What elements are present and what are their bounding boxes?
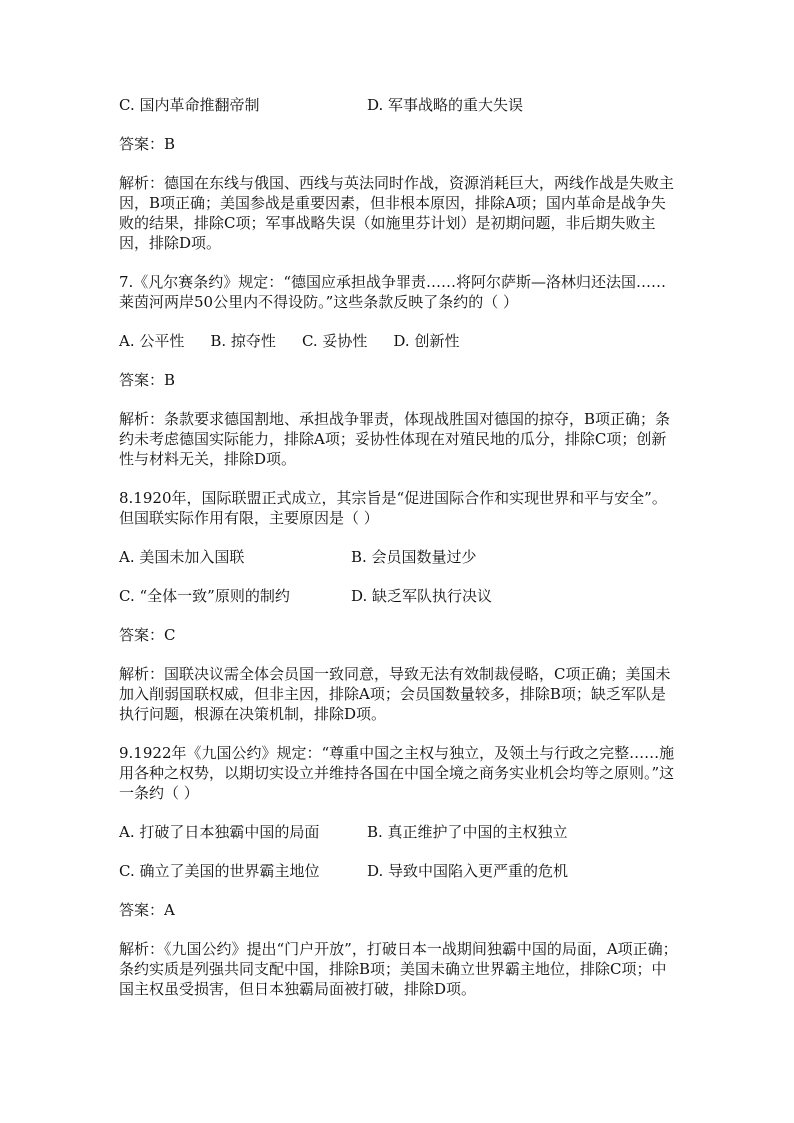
q6-options-row — [119, 95, 679, 115]
q7-options-row — [119, 331, 679, 351]
q7-option-b: B. 掠夺性 — [210, 332, 276, 350]
q7-option-c: C. 妥协性 — [301, 332, 368, 350]
q8-option-c: C. “全体一致”原则的制约 — [119, 587, 290, 605]
q7-answer: 答案：B — [119, 371, 176, 389]
q8-option-a: A. 美国未加入国联 — [119, 548, 245, 566]
q6-answer: 答案：B — [119, 135, 176, 153]
q9-option-a: A. 打破了日本独霸中国的局面 — [119, 823, 320, 841]
document-page — [119, 95, 679, 1018]
q9-option-c: C. 确立了美国的世界霸主地位 — [119, 862, 320, 880]
q8-options-row-2 — [119, 586, 679, 606]
q8-option-b: B. 会员国数量过少 — [351, 548, 477, 566]
q9-option-b: B. 真正维护了中国的主权独立 — [367, 823, 568, 841]
q9-option-d: D. 导致中国陷入更严重的危机 — [367, 862, 569, 880]
q8-analysis: 解析：国联决议需全体会员国一致同意，导致无法有效制裁侵略，C项正确；美国未加入削弱国联权威，但非主因，排除A项；会员国数量较多，排除B项；缺乏军队是执行问题，根源在决策机制，排除D项。 — [119, 665, 671, 723]
q6-option-d: D. 军事战略的重大失误 — [367, 96, 524, 114]
q9-options-row-2 — [119, 861, 679, 881]
q7-option-d: D. 创新性 — [393, 332, 460, 350]
q9-analysis: 解析：《九国公约》提出“门户开放”，打破日本一战期间独霸中国的局面，A项正确；条约实质是列强共同支配中国，排除B项；美国未确立世界霸主地位，排除C项；中国主权虽受损害，但日本独霸局面被打破，排除D项。 — [119, 940, 678, 998]
q9-answer: 答案：A — [119, 901, 175, 919]
q8-options-row-1 — [119, 547, 679, 567]
q8-answer: 答案：C — [119, 626, 176, 644]
q8-option-d: D. 缺乏军队执行决议 — [351, 587, 493, 605]
q6-analysis: 解析：德国在东线与俄国、西线与英法同时作战，资源消耗巨大，两线作战是失败主因，B项正确；美国参战是重要因素，但非根本原因，排除A项；国内革命是战争失败的结果，排除C项；军事战略失误（如施里芬计划）是初期问题，非后期失败主因，排除D项。 — [119, 174, 675, 252]
q9-stem: 9.1922年《九国公约》规定：“尊重中国之主权与独立，及领土与行政之完整……施用各种之权势，以期切实设立并维持各国在中国全境之商务实业机会均等之原则。”这一条约（ ） — [119, 744, 675, 802]
q8-stem: 8.1920年，国际联盟正式成立，其宗旨是“促进国际合作和实现世界和平与安全”。但国联实际作用有限，主要原因是（ ） — [119, 489, 667, 527]
q6-option-c: C. 国内革命推翻帝制 — [119, 96, 260, 114]
q7-option-a: A. 公平性 — [119, 332, 185, 350]
q9-options-row-1 — [119, 822, 679, 842]
q7-analysis: 解析：条款要求德国割地、承担战争罪责，体现战胜国对德国的掠夺，B项正确；条约未考虑德国实际能力，排除A项；妥协性体现在对殖民地的瓜分，排除C项；创新性与材料无关，排除D项。 — [119, 410, 671, 468]
q7-stem: 7.《凡尔赛条约》规定：“德国应承担战争罪责……将阿尔萨斯—洛林归还法国……莱茵河两岸50公里内不得设防。”这些条款反映了条约的（ ） — [119, 273, 666, 311]
